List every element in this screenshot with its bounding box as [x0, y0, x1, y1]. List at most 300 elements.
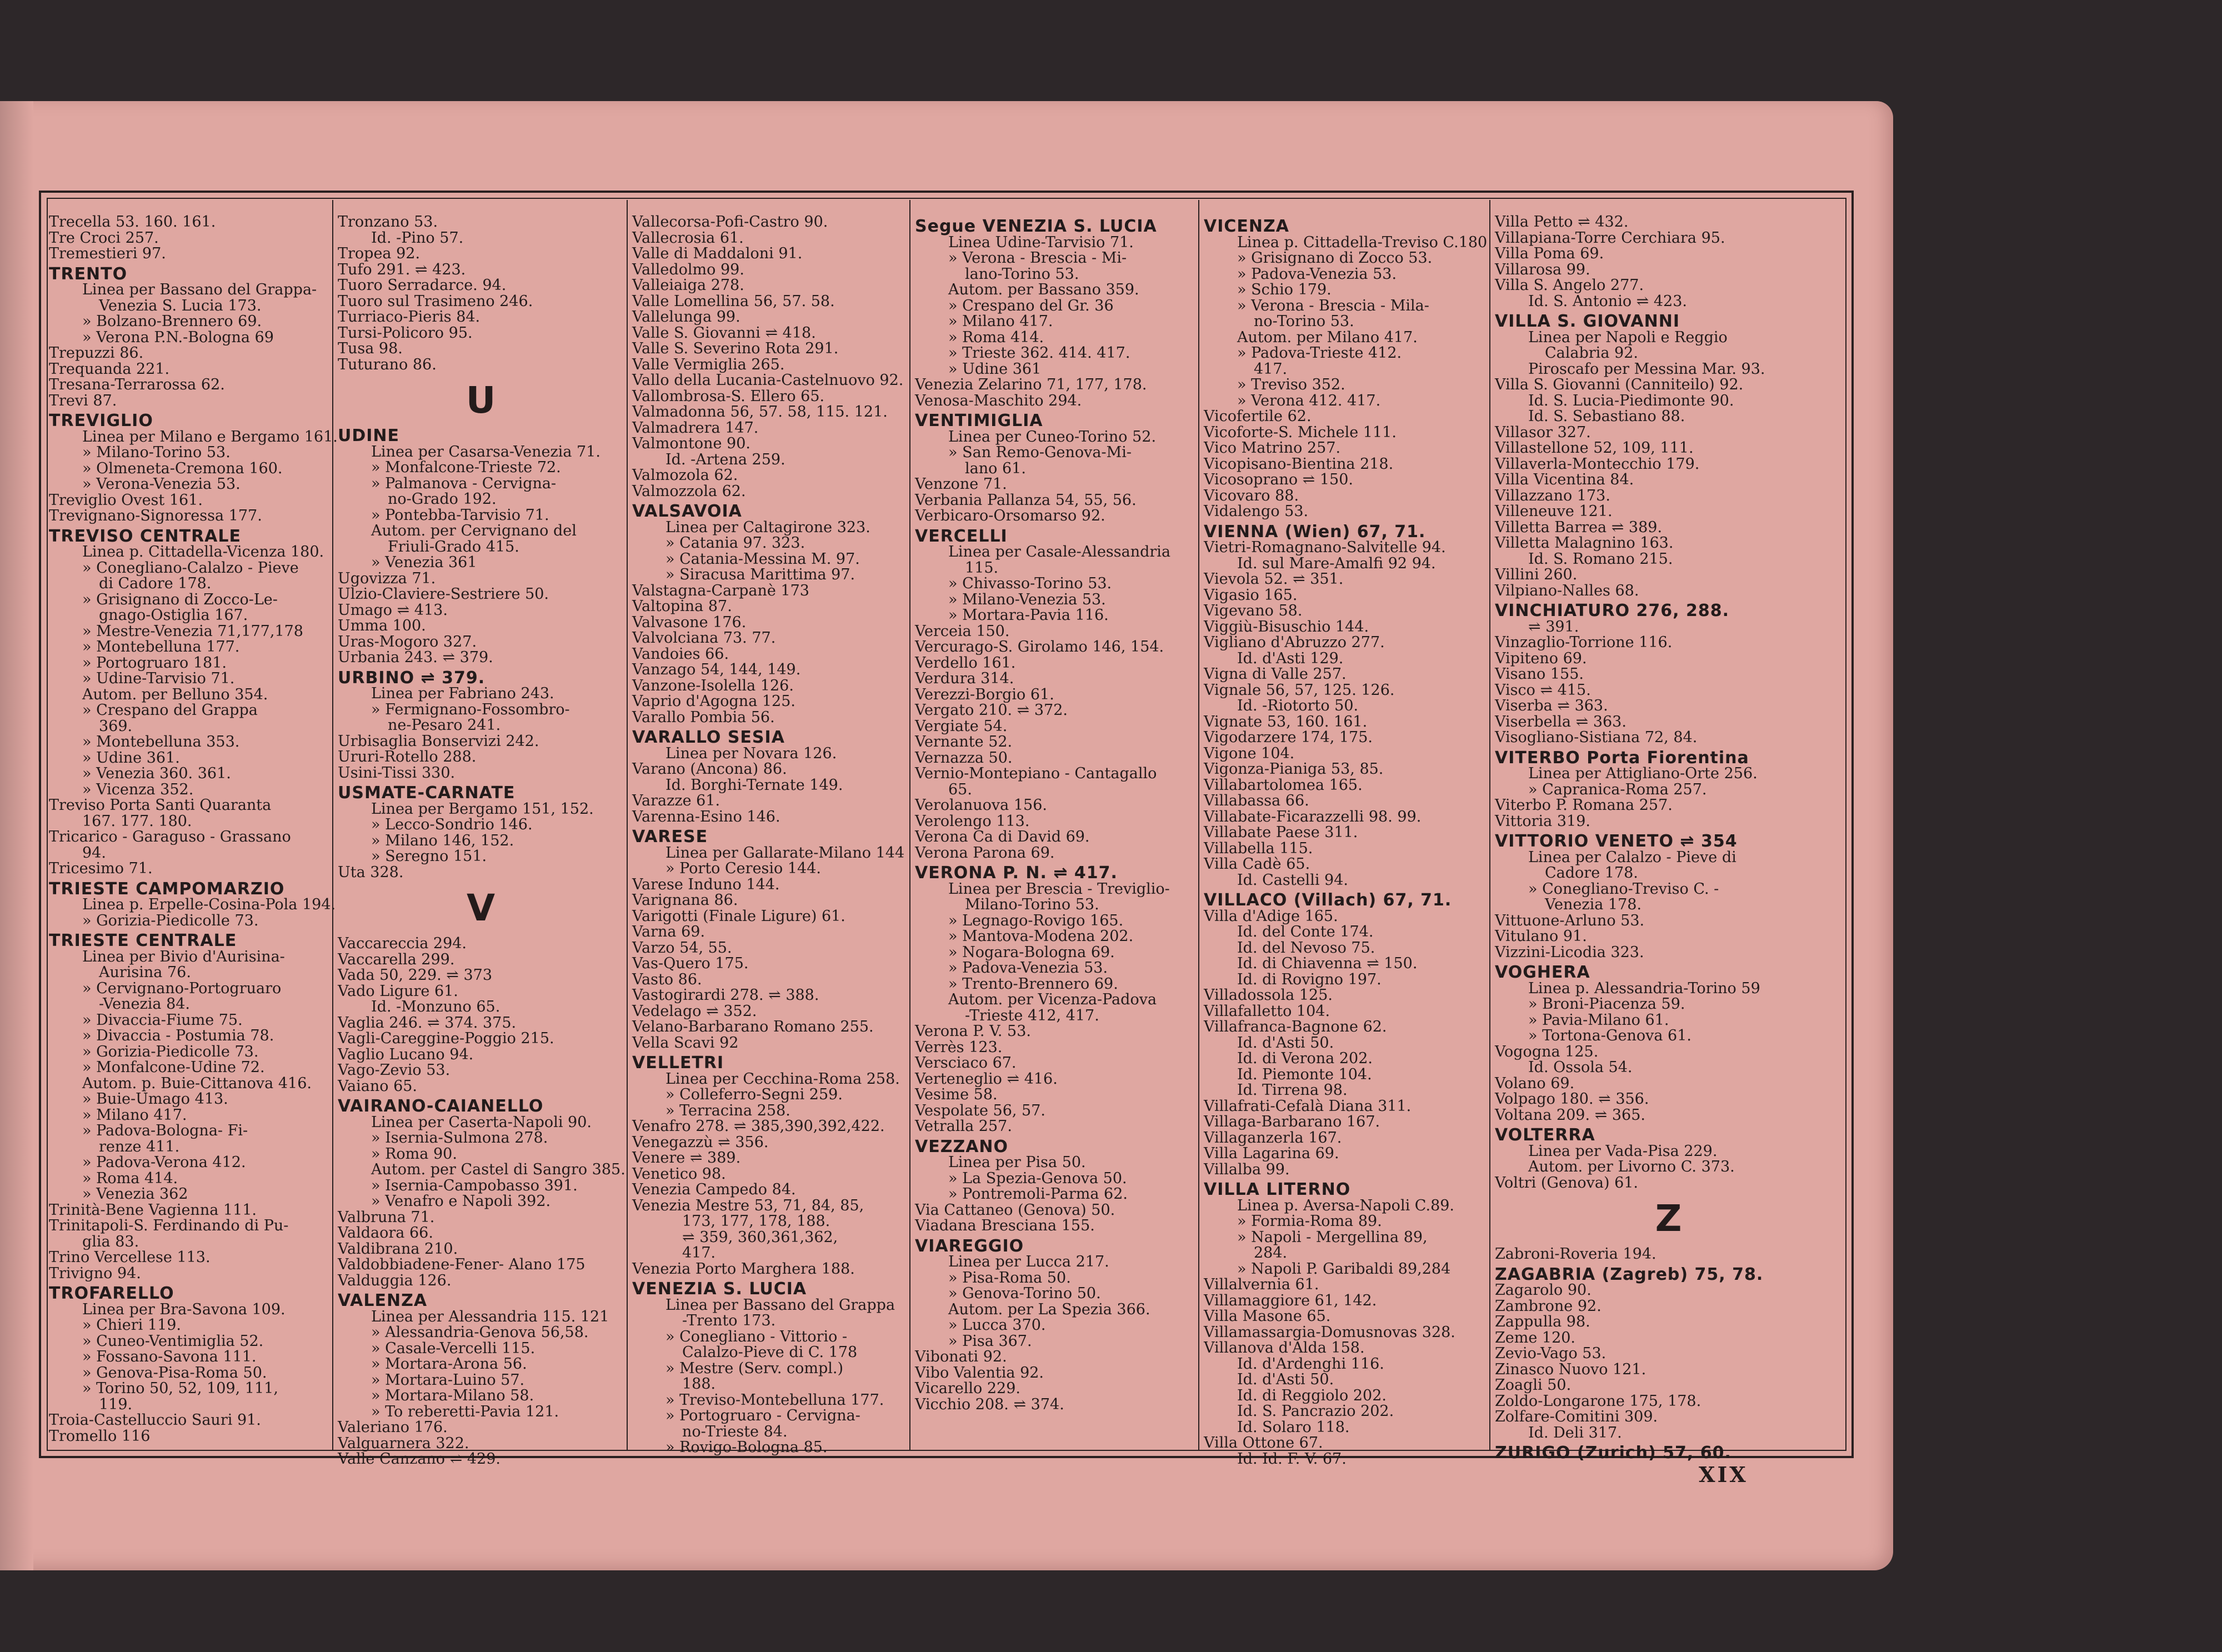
index-entry: Valle S. Giovanni ⇌ 418. [632, 324, 816, 342]
index-entry: -Trieste 412, 417. [965, 1007, 1099, 1024]
index-entry: Vigodarzere 174, 175. [1204, 729, 1373, 746]
index-entry: Verdello 161. [915, 654, 1016, 672]
index-entry: » Montebelluna 353. [82, 733, 240, 750]
index-entry: Villastellone 52, 109, 111. [1495, 439, 1694, 457]
letter-heading: Z [1655, 1197, 1682, 1240]
index-entry: Valtopina 87. [632, 598, 732, 615]
index-entry: Venere ⇌ 389. [632, 1149, 741, 1167]
index-entry: Treviso Porta Santi Quaranta [49, 797, 272, 814]
index-entry: Vaglia 246. ⇌ 374. 375. [338, 1014, 517, 1032]
index-entry: Zinasco Nuovo 121. [1495, 1360, 1647, 1378]
index-entry: Vergato 210. ⇌ 372. [915, 702, 1068, 719]
index-entry: Id. Ossola 54. [1528, 1059, 1633, 1076]
index-entry: » Venezia 362 [82, 1185, 188, 1203]
station-heading: VIAREGGIO [915, 1236, 1024, 1256]
index-entry: Valdaora 66. [338, 1224, 433, 1241]
index-entry: Umma 100. [338, 617, 426, 634]
index-entry: renze 411. [99, 1138, 180, 1155]
index-entry: Villazzano 173. [1495, 487, 1610, 504]
index-entry: Vernazza 50. [915, 749, 1013, 767]
station-heading: Segue VENEZIA S. LUCIA [915, 217, 1157, 236]
index-entry: Voltri (Genova) 61. [1495, 1174, 1639, 1192]
index-entry: Trepuzzi 86. [49, 344, 144, 362]
index-column-1 [49, 213, 338, 1445]
index-entry: Vizzini-Licodia 323. [1495, 943, 1644, 961]
index-entry: Linea p. Cittadella-Vicenza 180. [82, 543, 324, 560]
index-entry: Voltana 209. ⇌ 365. [1495, 1106, 1645, 1124]
index-entry: Friuli-Grado 415. [388, 538, 519, 555]
index-entry: Vago-Zevio 53. [338, 1062, 451, 1079]
index-entry: Id. S. Lucia-Piedimonte 90. [1528, 392, 1734, 409]
index-entry: » Padova-Verona 412. [82, 1154, 246, 1171]
index-entry: Linea per Lucca 217. [948, 1253, 1109, 1270]
index-entry: Villadossola 125. [1204, 987, 1333, 1004]
station-heading: VOLTERRA [1495, 1125, 1595, 1145]
index-entry: » Portogruaro 181. [82, 654, 227, 672]
index-entry: Linea per Caltagirone 323. [665, 518, 870, 536]
index-entry: gnago-Ostiglia 167. [99, 607, 248, 624]
index-entry: Vicarello 229. [915, 1380, 1020, 1397]
index-entry: Zappulla 98. [1495, 1313, 1590, 1330]
index-entry: Varna 69. [632, 923, 705, 940]
index-entry: Id. del Nevoso 75. [1237, 939, 1375, 957]
index-entry: Villabartolomea 165. [1204, 776, 1363, 794]
index-entry: » Isernia-Campobasso 391. [371, 1177, 578, 1194]
index-entry: Varallo Pombia 56. [632, 708, 775, 726]
index-entry: Tropea 92. [338, 245, 421, 262]
index-entry: Trecella 53. 160. 161. [49, 213, 216, 231]
index-entry: Vico Matrino 257. [1204, 439, 1341, 457]
index-entry: Id. -Riotorto 50. [1237, 697, 1359, 714]
index-entry: Villa S. Giovanni (Canniteilo) 92. [1495, 376, 1744, 393]
index-entry: » Padova-Bologna- Fi- [82, 1122, 248, 1139]
index-entry: Vicopisano-Bientina 218. [1204, 455, 1394, 473]
index-entry: Vercurago-S. Girolamo 146, 154. [915, 638, 1164, 655]
index-entry: » Torino 50, 52, 109, 111, [82, 1380, 278, 1397]
index-entry: Vallecrosia 61. [632, 229, 744, 247]
index-entry: » Padova-Venezia 53. [1237, 265, 1397, 283]
column-separator [909, 200, 910, 1450]
index-entry: Vagli-Careggine-Poggio 215. [338, 1030, 554, 1047]
index-entry: Varigotti (Finale Ligure) 61. [632, 907, 845, 925]
index-entry: 369. [99, 717, 133, 735]
index-entry: » Lucca 370. [948, 1316, 1046, 1334]
index-entry: Venezia Zelarino 71, 177, 178. [915, 376, 1147, 393]
index-entry: 94. [82, 844, 106, 862]
index-entry: » Padova-Venezia 53. [948, 959, 1108, 977]
index-entry: Tre Croci 257. [49, 229, 159, 247]
index-entry: Autom. per Livorno C. 373. [1528, 1158, 1735, 1175]
index-entry: » Vicenza 352. [82, 780, 194, 798]
index-entry: Villa Poma 69. [1495, 245, 1604, 262]
index-entry: » Siracusa Marittima 97. [665, 566, 855, 583]
index-entry: Vigevano 58. [1204, 602, 1303, 619]
index-entry: Verona Parona 69. [915, 844, 1055, 862]
index-entry: » Pisa 367. [948, 1332, 1032, 1350]
letter-heading: V [466, 887, 496, 929]
index-entry: Zambrone 92. [1495, 1297, 1602, 1315]
index-entry: Zagarolo 90. [1495, 1281, 1592, 1299]
index-entry: Viggiù-Bisuschio 144. [1204, 618, 1369, 635]
index-entry: Linea per Novara 126. [665, 744, 837, 762]
index-entry: Turriaco-Pieris 84. [338, 308, 481, 326]
index-entry: » Terracina 258. [665, 1102, 790, 1119]
index-entry: Verona Ca di David 69. [915, 828, 1090, 845]
index-entry: » Formia-Roma 89. [1237, 1213, 1382, 1230]
index-entry: Viadana Bresciana 155. [915, 1217, 1095, 1234]
index-entry: Verona P. V. 53. [915, 1023, 1031, 1040]
index-entry: » Grisignano di Zocco-Le- [82, 590, 278, 608]
index-entry: no-Torino 53. [1254, 313, 1354, 330]
index-entry: Vaccareccia 294. [338, 935, 467, 952]
index-entry: Id. S. Sebastiano 88. [1528, 408, 1685, 425]
index-entry: Tuturano 86. [338, 356, 437, 373]
index-entry: » Conegliano-Calalzo - Pieve [82, 559, 299, 577]
index-entry: Id. -Pino 57. [371, 229, 464, 247]
index-entry: » Mantova-Modena 202. [948, 928, 1134, 945]
index-entry: no-Trieste 84. [682, 1423, 788, 1440]
index-entry: Vaiano 65. [338, 1077, 418, 1095]
station-heading: VAIRANO-CAIANELLO [338, 1097, 544, 1116]
index-entry: » Chieri 119. [82, 1316, 182, 1334]
station-heading: TROFARELLO [49, 1284, 174, 1303]
index-entry: » Treviso-Montebelluna 177. [665, 1391, 884, 1409]
index-entry: Zabroni-Roveria 194. [1495, 1245, 1657, 1263]
index-entry: Venafro 278. ⇌ 385,390,392,422. [632, 1118, 885, 1135]
index-entry: » Pisa-Roma 50. [948, 1269, 1071, 1286]
index-entry: » Catania-Messina M. 97. [665, 550, 860, 568]
index-entry: -Trento 173. [682, 1312, 776, 1329]
station-heading: VILLACO (Villach) 67, 71. [1204, 890, 1452, 910]
index-entry: Valleiaiga 278. [632, 277, 744, 294]
index-entry: Vanzago 54, 144, 149. [632, 661, 801, 678]
index-entry: Vado Ligure 61. [338, 982, 458, 1000]
index-entry: Valmontone 90. [632, 435, 750, 452]
station-heading: VARALLO SESIA [632, 728, 785, 747]
index-entry: Zolfare-Comitini 309. [1495, 1408, 1658, 1425]
index-entry: Vallecorsa-Pofi-Castro 90. [632, 213, 828, 231]
index-entry: Visogliano-Sistiana 72, 84. [1495, 729, 1698, 746]
index-entry: » Napoli P. Garibaldi 89,284 [1237, 1260, 1451, 1278]
index-entry: Vogogna 125. [1495, 1043, 1599, 1060]
index-entry: Id. Borghi-Ternate 149. [665, 776, 843, 794]
index-entry: » Treviso 352. [1237, 376, 1345, 393]
index-entry: Varano (Ancona) 86. [632, 760, 787, 778]
index-entry: Valeriano 176. [338, 1419, 448, 1436]
index-entry: 417. [1254, 360, 1288, 378]
index-entry: » Verona - Brescia - Mi- [948, 249, 1127, 267]
index-entry: Valvasone 176. [632, 613, 747, 631]
index-entry: Valle di Maddaloni 91. [632, 245, 803, 262]
index-entry: Vas-Quero 175. [632, 955, 749, 972]
index-entry: Linea per Calalzo - Pieve di [1528, 848, 1736, 866]
station-heading: VILLA LITERNO [1204, 1180, 1351, 1199]
index-entry: Ugovizza 71. [338, 569, 436, 587]
index-entry: » Grisignano di Zocco 53. [1237, 249, 1433, 267]
index-entry: » Roma 414. [948, 328, 1044, 346]
index-entry: Villa Petto ⇌ 432. [1495, 213, 1629, 231]
index-entry: » Udine 361 [948, 360, 1042, 378]
station-heading: TREVISO CENTRALE [49, 526, 241, 546]
index-entry: Piroscafo per Messina Mar. 93. [1528, 360, 1765, 378]
index-entry: Venezia 178. [1545, 896, 1642, 913]
index-entry: » Verona P.N.-Bologna 69 [82, 328, 274, 346]
index-entry: Zoldo-Longarone 175, 178. [1495, 1392, 1701, 1410]
index-entry: Umago ⇌ 413. [338, 601, 448, 619]
index-entry: Trevi 87. [49, 392, 117, 409]
index-entry: » Divaccia - Postumia 78. [82, 1027, 274, 1044]
page-gutter [0, 101, 33, 1570]
index-entry: Id. Tirrena 98. [1237, 1082, 1348, 1099]
index-entry: Linea per Vada-Pisa 229. [1528, 1142, 1718, 1160]
index-entry: » Cuneo-Ventimiglia 52. [82, 1332, 264, 1350]
index-entry: Villamaggiore 61, 142. [1204, 1291, 1377, 1309]
column-separator [1489, 200, 1490, 1450]
index-entry: Villabella 115. [1204, 839, 1313, 857]
index-entry: Viserbella ⇌ 363. [1495, 713, 1627, 730]
index-entry: » Mortara-Pavia 116. [948, 607, 1109, 624]
index-entry: Valledolmo 99. [632, 261, 744, 278]
index-entry: Tursi-Policoro 95. [338, 324, 473, 342]
index-entry: Villini 260. [1495, 566, 1578, 583]
index-entry: » Verona 412. 417. [1237, 392, 1381, 409]
index-entry: Trino Vercellese 113. [49, 1249, 211, 1266]
index-entry: » Lecco-Sondrio 146. [371, 816, 533, 833]
index-entry: Vaprio d'Agogna 125. [632, 693, 795, 710]
index-entry: Vittuone-Arluno 53. [1495, 912, 1645, 929]
index-entry: Tusa 98. [338, 340, 403, 357]
index-entry: Vilpiano-Nalles 68. [1495, 582, 1639, 599]
index-entry: Linea p. Aversa-Napoli C.89. [1237, 1197, 1455, 1214]
index-entry: Id. S. Pancrazio 202. [1237, 1403, 1394, 1420]
index-entry: » Cervignano-Portogruaro [82, 979, 282, 997]
column-separator [332, 200, 333, 1450]
index-entry: Varese Induno 144. [632, 875, 780, 893]
index-entry: Linea per Bassano del Grappa- [82, 281, 317, 298]
index-column-4 [915, 214, 1195, 1442]
index-entry: 65. [948, 780, 972, 798]
index-entry: » Alessandria-Genova 56,58. [371, 1324, 589, 1341]
index-entry: Tremestieri 97. [49, 245, 166, 262]
index-entry: » Pontebba-Tarvisio 71. [371, 506, 549, 524]
index-entry: Vicosoprano ⇌ 150. [1204, 471, 1353, 488]
index-entry: Villafalletto 104. [1204, 1002, 1330, 1020]
index-entry: Vernante 52. [915, 733, 1013, 750]
index-entry: » Casale-Vercelli 115. [371, 1339, 536, 1357]
page-number: XIX [1699, 1462, 1748, 1487]
index-entry: » Venezia 360. 361. [82, 765, 231, 782]
index-entry: 167. 177. 180. [82, 812, 192, 830]
index-entry: Linea per Bra-Savona 109. [82, 1300, 286, 1318]
index-entry: Id. Solaro 118. [1237, 1418, 1350, 1436]
index-entry: » Roma 414. [82, 1169, 178, 1187]
index-entry: Villa Cadè 65. [1204, 855, 1310, 873]
index-entry: Villeneuve 121. [1495, 503, 1613, 520]
index-entry: 119. [99, 1395, 133, 1413]
index-entry: » Milano-Venezia 53. [948, 590, 1106, 608]
index-entry: Villafranca-Bagnone 62. [1204, 1018, 1387, 1035]
station-heading: VOGHERA [1495, 963, 1590, 982]
station-heading: TREVIGLIO [49, 411, 153, 430]
index-entry: Valmozzola 62. [632, 482, 746, 500]
index-entry: Viterbo P. Romana 257. [1495, 797, 1673, 814]
index-entry: Ulzio-Claviere-Sestriere 50. [338, 585, 549, 603]
station-heading: VIENNA (Wien) 67, 71. [1204, 522, 1426, 542]
station-heading: URBINO ⇌ 379. [338, 668, 486, 688]
index-entry: ⇌ 391. [1528, 618, 1579, 635]
index-entry: Uras-Mogoro 327. [338, 633, 477, 650]
index-entry: Verolengo 113. [915, 812, 1030, 830]
index-entry: Verrès 123. [915, 1038, 1003, 1056]
index-entry: Valle Lomellina 56, 57. 58. [632, 292, 835, 310]
index-entry: Autom. per Milano 417. [1237, 328, 1418, 346]
index-entry: Venezia Campedo 84. [632, 1181, 796, 1198]
index-entry: Vibo Valentia 92. [915, 1364, 1044, 1381]
station-heading: UDINE [338, 426, 400, 445]
index-entry: Viserba ⇌ 363. [1495, 697, 1608, 714]
index-entry: » Pavia-Milano 61. [1528, 1011, 1669, 1029]
index-entry: Venegazzù ⇌ 356. [632, 1133, 769, 1151]
index-entry: » Porto Ceresio 144. [665, 860, 821, 877]
index-entry: » Udine-Tarvisio 71. [82, 670, 235, 687]
index-entry: Volpago 180. ⇌ 356. [1495, 1090, 1649, 1108]
station-heading: ZAGABRIA (Zagreb) 75, 78. [1495, 1264, 1764, 1284]
index-entry: Id. di Chiavenna ⇌ 150. [1237, 955, 1418, 972]
index-entry: Villafrati-Cefalà Diana 311. [1204, 1097, 1412, 1115]
index-entry: Id. S. Antonio ⇌ 423. [1528, 292, 1687, 310]
index-entry: Vella Scavi 92 [632, 1034, 739, 1052]
index-entry: Villetta Barrea ⇌ 389. [1495, 518, 1663, 536]
index-entry: » Mortara-Luino 57. [371, 1371, 525, 1389]
index-entry: » Venezia 361 [371, 554, 477, 571]
index-entry: Tricesimo 71. [49, 860, 153, 877]
index-entry: » Mortara-Arona 56. [371, 1355, 527, 1373]
index-entry: Tromello 116 [49, 1427, 151, 1445]
index-entry: Vibonati 92. [915, 1348, 1007, 1365]
index-entry: Id. di Rovigno 197. [1237, 970, 1382, 988]
station-heading: TRIESTE CENTRALE [49, 931, 237, 950]
index-entry: Tronzano 53. [338, 213, 438, 231]
index-entry: Zevio-Vago 53. [1495, 1345, 1607, 1362]
index-entry: » Crespano del Gr. 36 [948, 297, 1114, 314]
index-entry: Varignana 86. [632, 892, 738, 909]
index-entry: Id. S. Romano 215. [1528, 550, 1673, 568]
index-entry: Valle Canzano ⇌ 429. [338, 1450, 501, 1468]
station-heading: VERONA P. N. ⇌ 417. [915, 863, 1118, 883]
column-separator [1198, 200, 1199, 1450]
index-entry: Villabate Paese 311. [1204, 824, 1358, 841]
station-heading: USMATE-CARNATE [338, 783, 516, 803]
index-entry: » Portogruaro - Cervigna- [665, 1407, 860, 1424]
index-entry: Tuoro Serradarce. 94. [338, 277, 507, 294]
station-heading: VELLETRI [632, 1053, 724, 1073]
index-entry: Linea per Alessandria 115. 121 [371, 1308, 609, 1325]
index-entry: » Tortona-Genova 61. [1528, 1027, 1691, 1044]
index-entry: » Montebelluna 177. [82, 638, 240, 655]
index-entry: Vallo della Lucania-Castelnuovo 92. [632, 372, 904, 389]
index-entry: » La Spezia-Genova 50. [948, 1169, 1127, 1187]
index-entry: » Broni-Piacenza 59. [1528, 995, 1685, 1013]
index-entry: Villaga-Barbarano 167. [1204, 1113, 1380, 1130]
index-entry: Linea per Caserta-Napoli 90. [371, 1113, 592, 1131]
index-entry: Aurisina 76. [99, 964, 191, 981]
index-entry: Valmadonna 56, 57. 58, 115. 121. [632, 403, 888, 420]
index-entry: Verceia 150. [915, 622, 1010, 640]
index-entry: Valbruna 71. [338, 1208, 435, 1226]
index-entry: Vietri-Romagnano-Salvitelle 94. [1204, 539, 1446, 556]
index-entry: Vigonza-Pianiga 53, 85. [1204, 760, 1384, 778]
index-entry: Id. d'Asti 129. [1237, 649, 1344, 667]
index-entry: Venezia Mestre 53, 71, 84, 85, [632, 1197, 864, 1214]
index-entry: Id. -Monzuno 65. [371, 998, 501, 1015]
index-entry: Id. -Artena 259. [665, 450, 785, 468]
index-entry: Linea per Casale-Alessandria [948, 543, 1171, 560]
index-entry: Valguarnera 322. [338, 1434, 469, 1452]
index-entry: Linea per Cecchina-Roma 258. [665, 1070, 900, 1088]
index-entry: Linea p. Cittadella-Treviso C.180 [1237, 233, 1488, 251]
index-entry: Vigna di Valle 257. [1204, 665, 1347, 683]
index-entry: Autom. per Vicenza-Padova [948, 991, 1157, 1008]
index-entry: » Nogara-Bologna 69. [948, 943, 1115, 961]
index-entry: » Conegliano-Treviso C. - [1528, 880, 1719, 898]
index-entry: Vigone 104. [1204, 744, 1295, 762]
index-entry: Milano-Torino 53. [965, 896, 1099, 913]
index-entry: » Genova-Torino 50. [948, 1285, 1101, 1302]
index-entry: Id. d'Asti 50. [1237, 1371, 1334, 1388]
index-entry: Zeme 120. [1495, 1329, 1576, 1346]
index-entry: » Catania 97. 323. [665, 534, 805, 552]
index-entry: » Bolzano-Brennero 69. [82, 313, 262, 330]
index-entry: » Verona-Venezia 53. [82, 475, 241, 493]
index-entry: Vaccarella 299. [338, 950, 455, 968]
index-entry: Id. di Reggiolo 202. [1237, 1386, 1387, 1404]
index-entry: Tuoro sul Trasimeno 246. [338, 292, 533, 310]
index-entry: Autom. per Belluno 354. [82, 685, 268, 703]
index-entry: Linea per Attigliano-Orte 256. [1528, 765, 1758, 782]
index-entry: Verezzi-Borgio 61. [915, 685, 1054, 703]
index-entry: Vaglio Lucano 94. [338, 1045, 474, 1063]
index-entry: Id. Piemonte 104. [1237, 1065, 1372, 1083]
index-entry: Verdura 314. [915, 670, 1014, 687]
index-entry: Vergiate 54. [915, 717, 1008, 735]
index-entry: Verteneglio ⇌ 416. [915, 1070, 1058, 1088]
index-entry: 173, 177, 178, 188. [682, 1213, 830, 1230]
index-entry: lano-Torino 53. [965, 265, 1079, 283]
index-entry: Vandoies 66. [632, 645, 729, 663]
index-entry: » Gorizia-Piedicolle 73. [82, 912, 259, 929]
index-entry: Varenna-Esino 146. [632, 808, 780, 825]
station-heading: VILLA S. GIOVANNI [1495, 312, 1680, 331]
index-entry: Tresana-Terrarossa 62. [49, 376, 225, 393]
index-entry: Vignate 53, 160. 161. [1204, 713, 1368, 730]
index-entry: Linea p. Erpelle-Cosina-Pola 194. [82, 896, 336, 913]
index-entry: Vicovaro 88. [1204, 487, 1299, 504]
index-entry: Tricarico - Garaguso - Grassano [49, 828, 291, 845]
index-entry: Autom. per Cervignano del [371, 522, 577, 539]
index-entry: 417. [682, 1244, 716, 1261]
index-entry: Treviglio Ovest 161. [49, 491, 203, 509]
index-entry: di Cadore 178. [99, 575, 212, 592]
index-entry: Valdobbiadene-Fener- Alano 175 [338, 1256, 585, 1273]
index-entry: » Divaccia-Fiume 75. [82, 1011, 243, 1029]
index-entry: » Chivasso-Torino 53. [948, 575, 1112, 592]
station-heading: VITTORIO VENETO ⇌ 354 [1495, 832, 1738, 851]
index-entry: Autom. per La Spezia 366. [948, 1300, 1150, 1318]
index-entry: Varzo 54, 55. [632, 939, 732, 957]
index-entry: Villanova d'Alda 158. [1204, 1339, 1365, 1356]
index-entry: » Conegliano - Vittorio - [665, 1328, 848, 1345]
index-entry: Vanzone-Isolella 126. [632, 677, 794, 694]
